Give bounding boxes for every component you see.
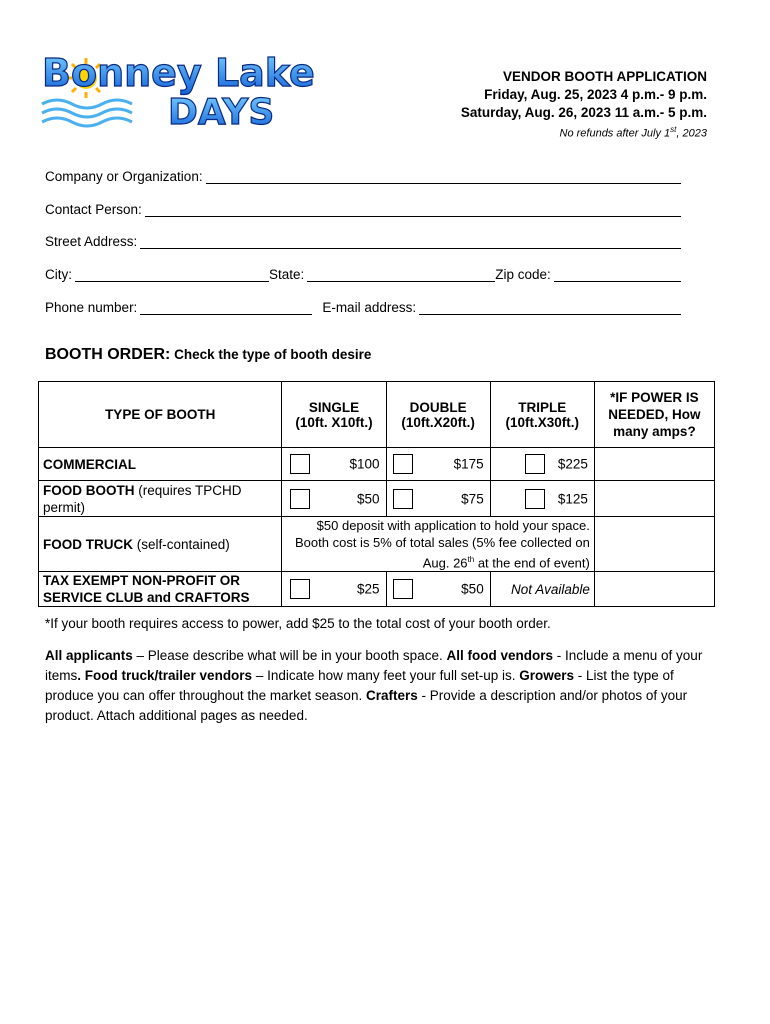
commercial-triple-checkbox[interactable] <box>525 454 545 474</box>
food-truck-label: FOOD TRUCK (self-contained) <box>39 517 282 572</box>
email-label: E-mail address: <box>322 300 417 315</box>
phone-email-row <box>45 295 681 315</box>
zip-label: Zip code: <box>495 267 551 282</box>
table-row <box>39 517 715 572</box>
wave-icon <box>42 100 132 126</box>
commercial-single-checkbox[interactable] <box>290 454 310 474</box>
double-header: DOUBLE (10ft.X20ft.) <box>386 382 490 448</box>
street-label: Street Address: <box>45 234 138 249</box>
refund-note: No refunds after July 1st, 2023 <box>559 125 707 140</box>
applicant-instructions: All applicants – Please describe what will be in your booth space. All food vendors - Include a menu of your items. Food truck/trailer vendors – Indicate how many feet your full set-up is. Growers - List the type of produce you can offer throughout the market season. Crafters - Provide a description and/or photos of your product. Attach additional pages as needed. <box>45 648 703 723</box>
contact-field-row <box>45 197 681 217</box>
food-booth-double-price: $75 <box>461 491 484 506</box>
food-booth-double-checkbox[interactable] <box>393 489 413 509</box>
city-label: City: <box>45 267 72 282</box>
nonprofit-single-price: $25 <box>357 581 380 597</box>
company-field-row <box>45 164 681 184</box>
triple-header: TRIPLE (10ft.X30ft.) <box>490 382 594 448</box>
power-note: *If your booth requires access to power, add $25 to the total cost of your booth order. <box>45 616 551 631</box>
type-header: TYPE OF BOOTH <box>39 382 282 448</box>
nonprofit-label: TAX EXEMPT NON-PROFIT OR SERVICE CLUB and CRAFTORS <box>39 572 282 607</box>
email-input-line[interactable] <box>419 300 681 315</box>
contact-label: Contact Person: <box>45 202 142 217</box>
power-header: *IF POWER IS NEEDED, How many amps? <box>594 382 714 448</box>
food-booth-label: FOOD BOOTH (requires TPCHD permit) <box>39 481 282 517</box>
commercial-label: COMMERCIAL <box>39 448 282 481</box>
phone-label: Phone number: <box>45 300 138 315</box>
street-input-line[interactable] <box>140 234 681 249</box>
state-input-line[interactable] <box>307 267 495 282</box>
zip-input-line[interactable] <box>554 267 681 282</box>
food-truck-power-cell[interactable] <box>594 517 714 572</box>
table-row <box>39 448 715 481</box>
nonprofit-double-checkbox[interactable] <box>393 579 413 599</box>
commercial-double-checkbox[interactable] <box>393 454 413 474</box>
saturday-date: Saturday, Aug. 26, 2023 11 a.m.- 5 p.m. <box>460 105 707 120</box>
phone-input-line[interactable] <box>140 300 312 315</box>
bonney-lake-days-logo <box>38 46 328 128</box>
table-row <box>39 572 715 607</box>
city-state-zip-row <box>45 262 681 282</box>
street-field-row <box>45 229 681 249</box>
booth-order-table <box>38 381 715 607</box>
nonprofit-power-cell[interactable] <box>594 572 714 607</box>
table-header-row <box>39 382 715 448</box>
table-row <box>39 481 715 517</box>
single-header: SINGLE (10ft. X10ft.) <box>282 382 386 448</box>
food-booth-triple-checkbox[interactable] <box>525 489 545 509</box>
food-truck-deposit-note: $50 deposit with application to hold your space. Booth cost is 5% of total sales (5% fee collected on Aug. 26th at the end of event) <box>282 517 594 572</box>
svg-text:DAYS: DAYS <box>168 92 275 128</box>
commercial-power-cell[interactable] <box>594 448 714 481</box>
food-booth-power-cell[interactable] <box>594 481 714 517</box>
company-input-line[interactable] <box>206 169 681 184</box>
commercial-triple-price: $225 <box>557 456 588 472</box>
state-label: State: <box>269 267 305 282</box>
food-booth-single-price: $50 <box>357 491 380 506</box>
svg-text:Bonney Lake: Bonney Lake <box>42 51 315 95</box>
nonprofit-single-checkbox[interactable] <box>290 579 310 599</box>
city-input-line[interactable] <box>75 267 269 282</box>
commercial-double-price: $175 <box>453 456 484 472</box>
food-booth-triple-price: $125 <box>557 491 588 506</box>
event-header <box>461 68 707 142</box>
friday-date: Friday, Aug. 25, 2023 4 p.m.- 9 p.m. <box>484 87 707 102</box>
nonprofit-double-price: $50 <box>461 581 484 597</box>
commercial-single-price: $100 <box>349 456 380 472</box>
company-label: Company or Organization: <box>45 169 203 184</box>
nonprofit-triple-not-available: Not Available <box>490 572 594 607</box>
food-booth-single-checkbox[interactable] <box>290 489 310 509</box>
contact-input-line[interactable] <box>145 202 681 217</box>
application-title: VENDOR BOOTH APPLICATION <box>502 69 707 84</box>
booth-order-title: BOOTH ORDER: Check the type of booth desire <box>45 346 372 363</box>
